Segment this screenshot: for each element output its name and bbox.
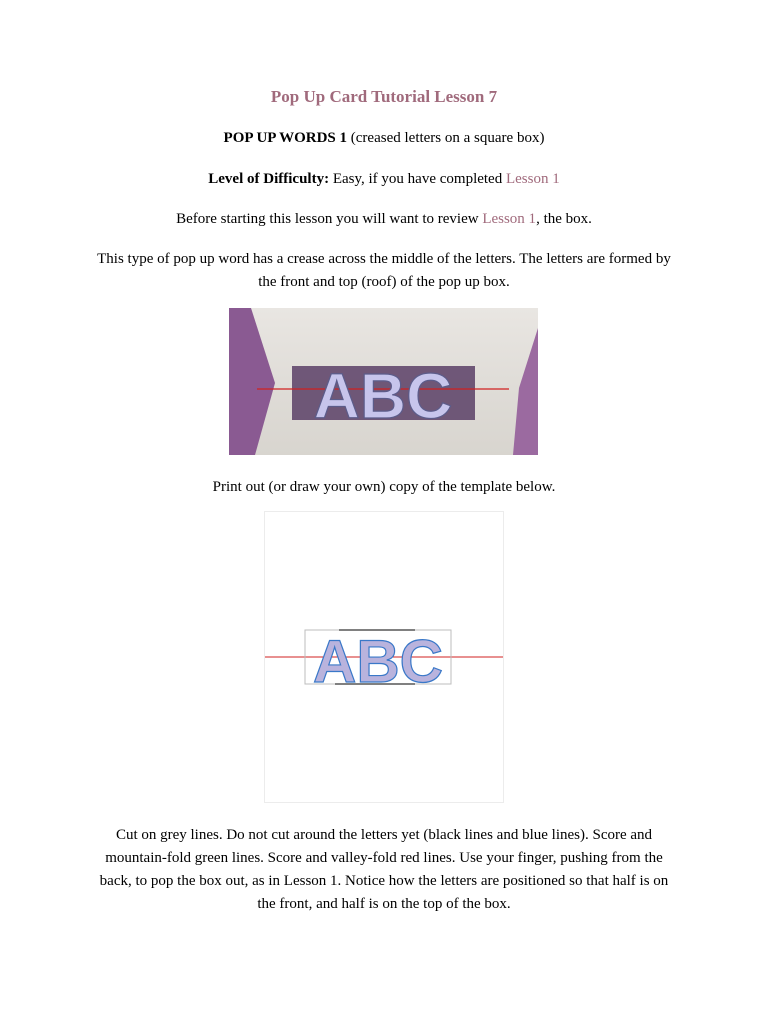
lesson-subtitle	[90, 127, 678, 150]
popup-card-illustration	[229, 308, 538, 455]
print-instruction: Print out (or draw your own) copy of the template below.	[212, 479, 556, 495]
letter-template	[264, 511, 504, 803]
description-paragraph: This type of pop up word has a crease across the middle of the letters. The letters are formed by the front and top (roof) of the pop up box.	[97, 251, 671, 290]
difficulty-text: Easy, if you have completed	[329, 171, 506, 187]
review-before: Before starting this lesson you will want to review	[176, 211, 483, 227]
review-lesson-1-link[interactable]: Lesson 1	[482, 211, 537, 227]
lesson-1-link[interactable]: Lesson 1	[505, 171, 560, 187]
subtitle-rest: (creased letters on a square box)	[347, 130, 545, 146]
photo-letters: ABC	[313, 360, 453, 432]
difficulty-line	[90, 168, 678, 191]
subtitle-bold: POP UP WORDS 1	[223, 130, 348, 146]
left-card-panel	[229, 308, 275, 455]
difficulty-label: Level of Difficulty:	[208, 171, 330, 187]
template-letters: ABC	[313, 628, 443, 695]
template-illustration	[265, 512, 503, 802]
instructions-paragraph: Cut on grey lines. Do not cut around the letters yet (black lines and blue lines). Score and mountain-fold green lines. Score and valley-fold red lines. Use your finger, pushing from the back, to pop the box out, as in Lesson 1. Notice how the letters are positioned so that half is on the front, and half is on the top of the box.	[99, 827, 669, 912]
page-title: Pop Up Card Tutorial Lesson 7	[270, 87, 498, 106]
popup-card-photo	[229, 308, 538, 455]
right-card-panel	[513, 308, 538, 455]
review-after: , the box.	[536, 211, 592, 227]
review-line	[90, 208, 678, 231]
